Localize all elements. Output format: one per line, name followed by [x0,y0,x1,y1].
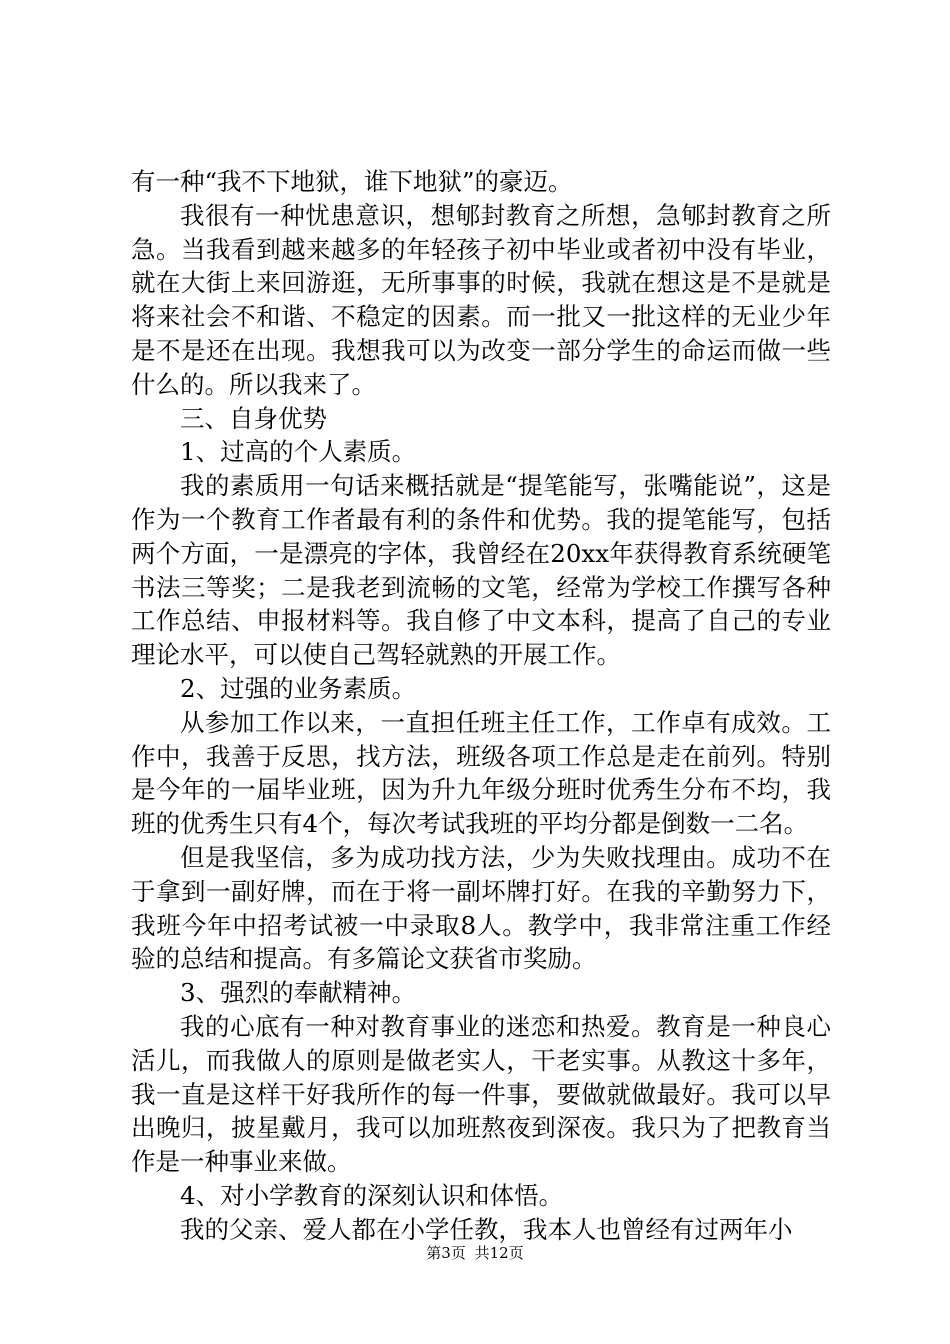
paragraph: 有一种“我不下地狱，谁下地狱”的豪迈。 [131,167,573,196]
paragraph: 从参加工作以来，一直担任班主任工作，工作卓有成效。工作中，我善于反思，找方法，班级各项工作总是走在前列。特别是今年的一届毕业班，因为升九年级分班时优秀生分布不均，我班的优秀生只有4个，每次考试我班的平均分都是倒数一二名。 [131,707,831,839]
subsection-heading: 3、强烈的奉献精神。 [180,978,417,1008]
subsection-heading: 1、过高的个人素质。 [180,437,417,467]
paragraph: 但是我坚信，多为成功找方法，少为失败找理由。成功不在于拿到一副好牌，而在于将一副坏牌打好。在我的辛勤努力下，我班今年中招考试被一中录取8人。教学中，我非常注重工作经验的总结和提高。有多篇论文获省市奖励。 [131,842,831,974]
paragraph: 我的心底有一种对教育事业的迷恋和热爱。教育是一种良心活儿，而我做人的原则是做老实人，干老实事。从教这十多年，我一直是这样干好我所作的每一件事，要做就做最好。我可以早出晚归，披星戴月，我可以加班熬夜到深夜。我只为了把教育当作是一种事业来做。 [131,1011,831,1177]
page-footer [0,1243,950,1263]
page-total: 共12页 [474,1244,524,1262]
subsection-heading: 4、对小学教育的深刻认识和体悟。 [180,1180,564,1210]
paragraph: 我的父亲、爱人都在小学任教，我本人也曾经有过两年小 [180,1214,793,1244]
page-number: 第3页 [426,1244,466,1262]
section-heading: 三、自身优势 [180,403,327,433]
subsection-heading: 2、过强的业务素质。 [180,673,417,703]
paragraph: 我的素质用一句话来概括就是“提笔能写，张嘴能说”，这是作为一个教育工作者最有利的条件和优势。我的提笔能写，包括两个方面，一是漂亮的字体，我曾经在20xx年获得教育系统硬笔书法三等奖；二是我老到流畅的文笔，经常为学校工作撰写各种工作总结、申报材料等。我自修了中文本科，提高了自己的专业理论水平，可以使自己驾轻就熟的开展工作。 [131,471,831,670]
paragraph: 我很有一种忧患意识，想郇封教育之所想，急郇封教育之所急。当我看到越来越多的年轻孩子初中毕业或者初中没有毕业，就在大街上来回游逛，无所事事的时候，我就在想这是不是就是将来社会不和谐、不稳定的因素。而一批又一批这样的无业少年是不是还在出现。我想我可以为改变一部分学生的命运而做一些什么的。所以我来了。 [131,200,831,399]
body-text [131,165,831,1247]
